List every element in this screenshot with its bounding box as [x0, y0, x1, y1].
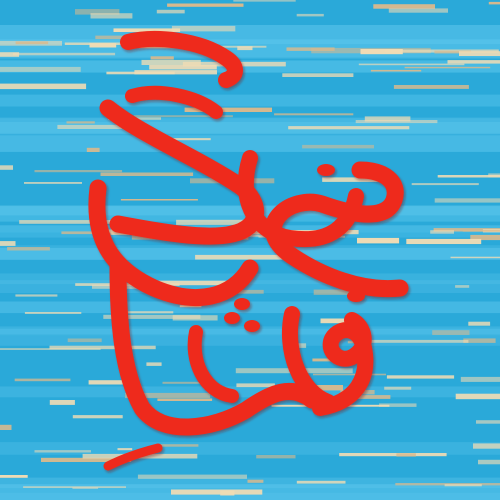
glitch-streak: [87, 148, 100, 152]
glitch-streak: [394, 85, 469, 89]
calligraphy-dot: [317, 164, 335, 176]
glitch-streak: [236, 383, 275, 387]
glitch-streak: [339, 453, 446, 456]
light-band: [0, 135, 500, 152]
calligraphy-dot: [347, 290, 365, 302]
light-band: [0, 302, 500, 314]
glitch-streak: [396, 453, 416, 456]
glitch-streak: [412, 183, 479, 185]
glitch-streak: [373, 4, 435, 9]
glitch-streak: [463, 230, 500, 232]
glitch-streak: [406, 239, 481, 244]
glitch-streak: [90, 43, 117, 47]
glitch-streak: [448, 60, 500, 64]
glitch-streak: [157, 10, 185, 14]
glitch-streak: [357, 238, 399, 244]
calligraphy-dot: [244, 320, 260, 332]
light-band: [0, 442, 500, 455]
glitch-streak: [476, 420, 500, 424]
glitch-streak: [91, 13, 133, 18]
glitch-streak: [35, 170, 123, 172]
glitch-streak: [167, 4, 243, 7]
glitch-streak: [0, 241, 16, 246]
glitch-streak: [288, 126, 409, 129]
glitch-streak: [73, 415, 123, 418]
glitch-streak: [387, 375, 454, 378]
glitch-streak: [157, 399, 212, 402]
glitch-streak: [57, 125, 121, 129]
glitch-streak: [106, 72, 174, 75]
light-band: [0, 386, 500, 397]
glitch-streak: [0, 475, 28, 478]
glitch-streak: [16, 41, 49, 44]
glitch-streak: [146, 362, 161, 366]
glitch-streak: [15, 294, 57, 296]
glitch-streak: [459, 51, 500, 56]
glitch-streak: [371, 70, 421, 72]
glitch-streak: [138, 475, 247, 479]
glitch-streak: [35, 450, 92, 452]
glitch-streak: [68, 339, 102, 343]
glitch-streak: [220, 491, 234, 496]
glitch-streak: [456, 394, 500, 400]
calligraphy-dot: [224, 312, 240, 324]
glitch-streak: [461, 377, 500, 382]
glitch-streak: [25, 312, 81, 314]
glitch-streak: [0, 165, 13, 170]
glitch-streak: [297, 481, 346, 484]
glitch-streak: [313, 374, 386, 376]
glitch-streak: [489, 2, 500, 5]
glitch-streak: [0, 84, 86, 90]
calligraphy-dot: [234, 298, 250, 310]
glitch-streak: [356, 340, 469, 343]
glitch-streak: [451, 257, 500, 259]
glitch-streak: [435, 198, 500, 202]
glitch-streak: [302, 145, 374, 149]
glitch-streak: [478, 460, 500, 465]
glitch-streak: [0, 425, 12, 430]
glitch-streak: [297, 14, 324, 17]
glitch-streak: [0, 348, 101, 350]
glitch-streak: [233, 0, 295, 2]
glitch-streak: [159, 444, 198, 447]
glitch-streak: [432, 330, 469, 335]
glitch-streak: [149, 65, 217, 70]
glitch-streak: [356, 120, 438, 123]
glitch-streak: [13, 53, 115, 56]
glitch-streak: [248, 480, 264, 483]
glitch-streak: [445, 484, 482, 486]
glitch-streak: [468, 322, 490, 326]
glitch-streak: [430, 230, 454, 234]
glitch-streak: [256, 455, 295, 458]
glitch-streak: [237, 46, 252, 50]
glitch-streak: [455, 285, 469, 288]
glitch-streak: [142, 60, 201, 65]
glitch-streak: [0, 67, 81, 72]
glitch-streak: [24, 182, 82, 184]
glitch-streak: [72, 487, 98, 489]
glitch-streak: [7, 247, 50, 251]
glitch-streak: [438, 175, 500, 178]
glitch-streak: [101, 173, 194, 177]
glitch-streak: [405, 67, 491, 69]
glitch-streak: [15, 379, 71, 382]
glitch-streak: [274, 113, 353, 115]
glitch-streak: [118, 448, 133, 450]
glitch-streak: [384, 387, 411, 390]
glitch-streak: [171, 490, 262, 495]
glitch-streak: [50, 400, 75, 405]
glitch-streak: [172, 26, 235, 32]
light-band: [0, 95, 500, 107]
glitch-streak: [67, 121, 95, 123]
glitch-streak: [151, 56, 174, 59]
glitch-streak: [473, 443, 500, 448]
glitch-streak: [121, 199, 198, 201]
glitch-streak: [282, 73, 353, 77]
glitch-streak: [95, 36, 124, 40]
glitch-streak: [389, 8, 448, 12]
glitch-streak: [359, 64, 465, 66]
